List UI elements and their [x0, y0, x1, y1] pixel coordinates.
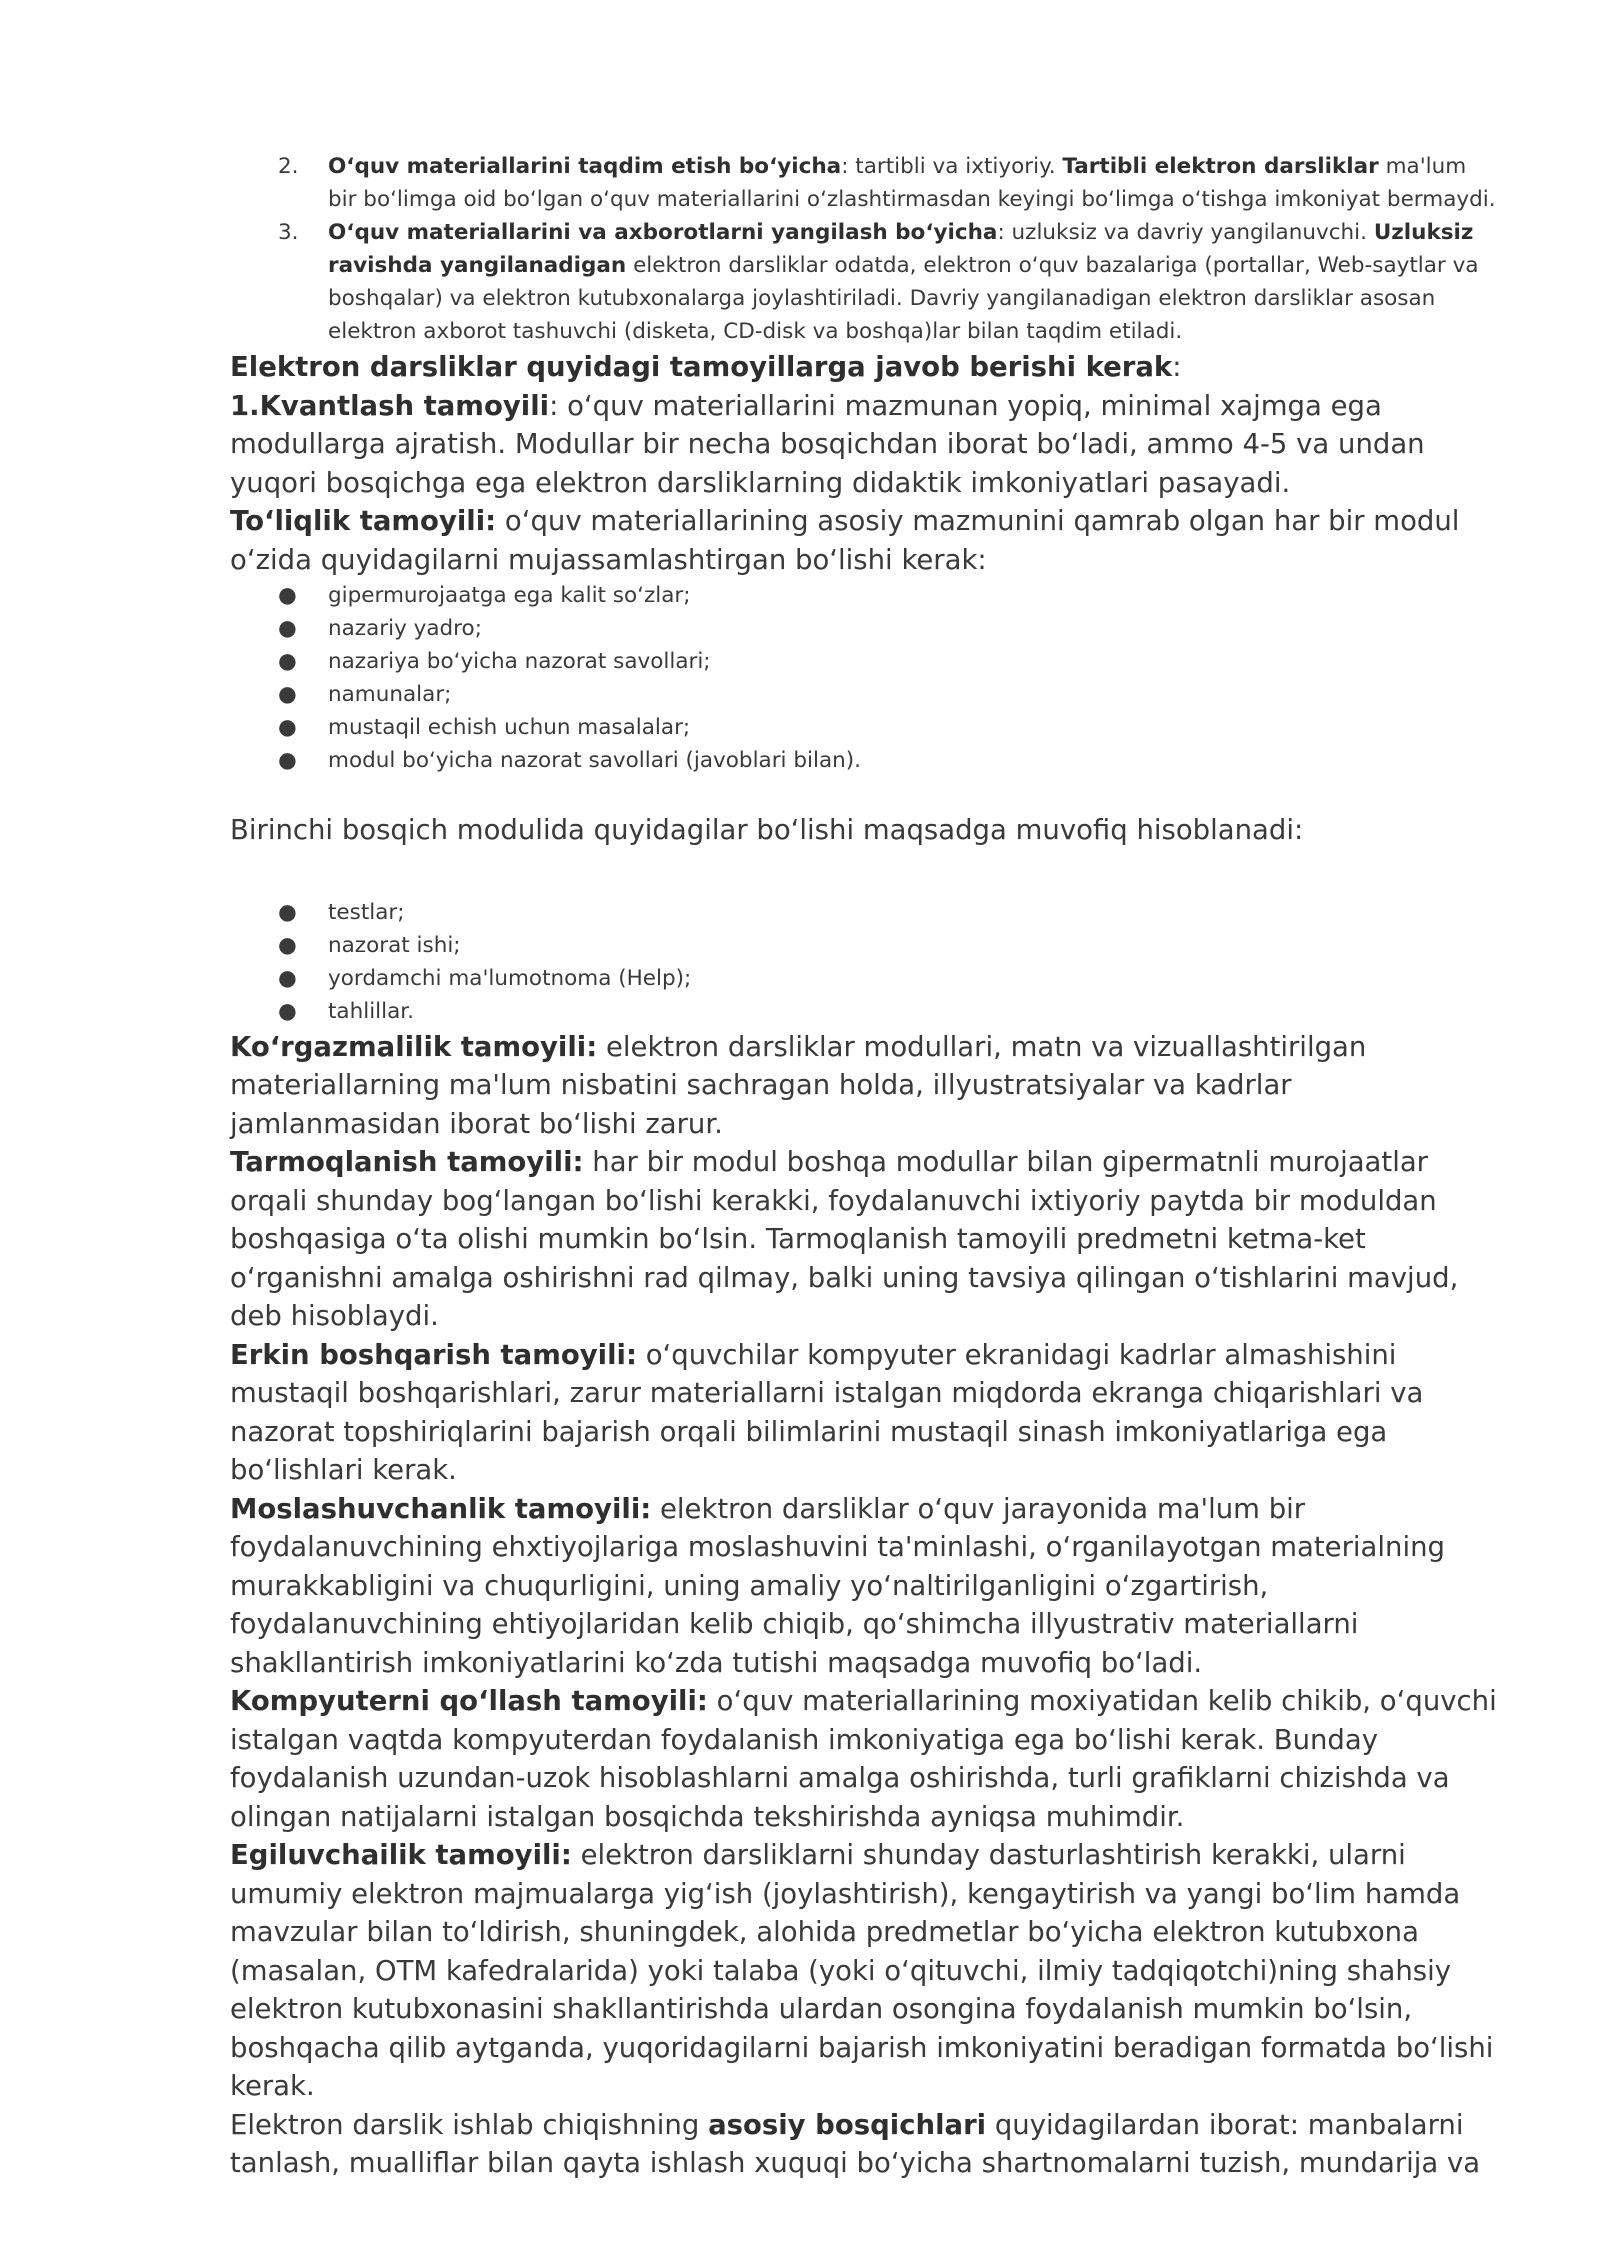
list-number: 3. — [278, 220, 299, 245]
numbered-list — [230, 150, 1500, 348]
bullet-icon: ● — [278, 682, 297, 707]
bullet-icon: ● — [278, 616, 297, 641]
list-item — [230, 150, 1500, 216]
bullet-icon: ● — [278, 899, 297, 925]
principle-kvantlash: 1.Kvantlash tamoyili: o‘quv materiallarini mazmunan yopiq, minimal xajmga ega modullarga ajratish. Modullar bir necha bosqichdan iborat bo‘ladi, ammo 4-5 va undan yuqori bosqichga ega elektron darsliklarning didaktik imkoniyatlari pasayadi. — [230, 389, 1425, 499]
document-page — [230, 150, 1500, 2183]
list-item — [230, 216, 1500, 348]
list-item: ● testlar; — [230, 896, 1500, 929]
list-item: ● nazariy yadro; — [230, 612, 1500, 645]
module-contents-list — [230, 579, 1500, 777]
principle-korgazmalilik: Ko‘rgazmalilik tamoyili: elektron darsliklar modullari, matn va vizuallashtirilgan materiallarning ma'lum nisbatini sachragan holda, illyustratsiyalar va kadrlar jamlanmasidan iborat bo‘lishi zarur. — [230, 1030, 1367, 1140]
bullet-icon: ● — [278, 715, 297, 740]
spacer — [230, 850, 1500, 896]
principle-erkin-boshqarish: Erkin boshqarish tamoyili: o‘quvchilar kompyuter ekranidagi kadrlar almashishini mustaqil boshqarishlari, zarur materiallarni istalgan miqdorda ekranga chiqarishlari va nazorat topshiriqlarini bajarish orqali bilimlarini mustaqil sinash imkoniyatlariga ega bo‘lishlari kerak. — [230, 1338, 1424, 1486]
bold-term: O‘quv materiallarini va axborotlarni yangilash bo‘yicha — [328, 220, 998, 245]
bold-term: O‘quv materiallarini taqdim etish bo‘yicha — [328, 154, 842, 179]
stage1-list — [230, 896, 1500, 1028]
spacer — [230, 777, 1500, 811]
list-item: ● mustaqil echish uchun masalalar; — [230, 711, 1500, 744]
item-text: : uzluksiz va davriy yangilanuvchi. — [997, 220, 1374, 245]
list-number: 2. — [278, 154, 299, 179]
principles-heading: Elektron darsliklar quyidagi tamoyillarga javob berishi kerak: — [230, 351, 1182, 383]
principle-moslashuvchanlik: Moslashuvchanlik tamoyili: elektron darsliklar o‘quv jarayonida ma'lum bir foydalanuvchining ehxtiyojlariga moslashuvini ta'minlashi, o‘rganilayotgan materialning murakkabligini va chuqurligini, uning amaliy yo‘naltirilganligini o‘zgartirish, foydalanuvchining ehtiyojlaridan kelib chiqib, qo‘shimcha illyustrativ materiallarni shakllantirish imkoniyatlarini ko‘zda tutishi maqsadga muvofiq bo‘ladi. — [230, 1492, 1445, 1679]
item-text: elektron darsliklar odatda, elektron o‘quv bazalariga (portallar, Web-saytlar va boshqalar) va elektron kutubxonalarga joylashtiriladi. Davriy yangilanadigan elektron darsliklar asosan elektron axborot tashuvchi (disketa, CD-disk va boshqa)lar bilan taqdim etiladi. — [328, 253, 1479, 344]
list-item: ● tahlillar. — [230, 995, 1500, 1028]
bullet-icon: ● — [278, 965, 297, 991]
bold-term: Tartibli elektron darsliklar — [1062, 154, 1379, 179]
development-stages: Elektron darslik ishlab chiqishning asosiy bosqichlari quyidagilardan iborat: manbalarni tanlash, mualliflar bilan qayta ishlash xuquqi bo‘yicha shartnomalarni tuzish, mundarija va — [230, 2108, 1481, 2179]
list-item: ● gipermurojaatga ega kalit so‘zlar; — [230, 579, 1500, 612]
list-item: ● modul bo‘yicha nazorat savollari (javoblari bilan). — [230, 744, 1500, 777]
principle-kompyuter: Kompyuterni qo‘llash tamoyili: o‘quv materiallarining moxiyatidan kelib chikib, o‘quvchi istalgan vaqtda kompyuterdan foydalanish imkoniyatiga ega bo‘lishi kerak. Bunday foydalanish uzundan-uzok hisoblashlarni amalga oshirishda, turli grafiklarni chizishda va olingan natijalarni istalgan bosqichda tekshirishda ayniqsa muhimdir. — [230, 1685, 1497, 1833]
bullet-icon: ● — [278, 998, 297, 1024]
bullet-icon: ● — [278, 932, 297, 958]
bold-term: Uzluksiz ravishda yangilanadigan — [328, 220, 1474, 278]
list-item: ● namunalar; — [230, 678, 1500, 711]
principle-egiluvchanlik: Egiluvchailik tamoyili: elektron darsliklarni shunday dasturlashtirish kerakki, ularni umumiy elektron majmualarga yig‘ish (joylashtirish), kengaytirish va yangi bo‘lim hamda mavzular bilan to‘ldirish, shuningdek, alohida predmetlar bo‘yicha elektron kutubxona (masalan, OTM kafedralarida) yoki talaba (yoki o‘qituvchi, ilmiy tadqiqotchi)ning shahsiy elektron kutubxonasini shakllantirishda ulardan osongina foydalanish mumkin bo‘lsin, boshqacha qilib aytganda, yuqoridagilarni bajarish imkoniyatini beradigan formatda bo‘lishi kerak. — [230, 1839, 1494, 2102]
stage1-intro: Birinchi bosqich modulida quyidagilar bo‘lishi maqsadga muvofiq hisoblanadi: — [230, 814, 1304, 846]
bullet-icon: ● — [278, 583, 297, 608]
list-item: ● nazariya bo‘yicha nazorat savollari; — [230, 645, 1500, 678]
bullet-icon: ● — [278, 748, 297, 773]
bullet-icon: ● — [278, 649, 297, 674]
item-text: : tartibli va ixtiyoriy. — [841, 154, 1063, 179]
principle-tarmoqlanish: Tarmoqlanish tamoyili: har bir modul boshqa modullar bilan gipermatnli murojaatlar orqali shunday bog‘langan bo‘lishi kerakki, foydalanuvchi ixtiyoriy paytda bir moduldan boshqasiga o‘ta olishi mumkin bo‘lsin. Tarmoqlanish tamoyili predmetni ketma-ket o‘rganishni amalga oshirishni rad qilmay, balki uning tavsiya qilingan o‘tishlarini mavjud, deb hisoblaydi. — [230, 1146, 1459, 1332]
list-item: ● yordamchi ma'lumotnoma (Help); — [230, 962, 1500, 995]
principle-toliqlik: To‘liqlik tamoyili: o‘quv materiallarining asosiy mazmunini qamrab olgan har bir modul o‘zida quyidagilarni mujassamlashtirgan bo‘lishi kerak: — [230, 505, 1460, 576]
list-item: ● nazorat ishi; — [230, 929, 1500, 962]
item-text: ma'lum bir bo‘limga oid bo‘lgan o‘quv materiallarini o‘zlashtirmasdan keyingi bo‘limga o‘tishga imkoniyat bermaydi. — [328, 154, 1496, 212]
